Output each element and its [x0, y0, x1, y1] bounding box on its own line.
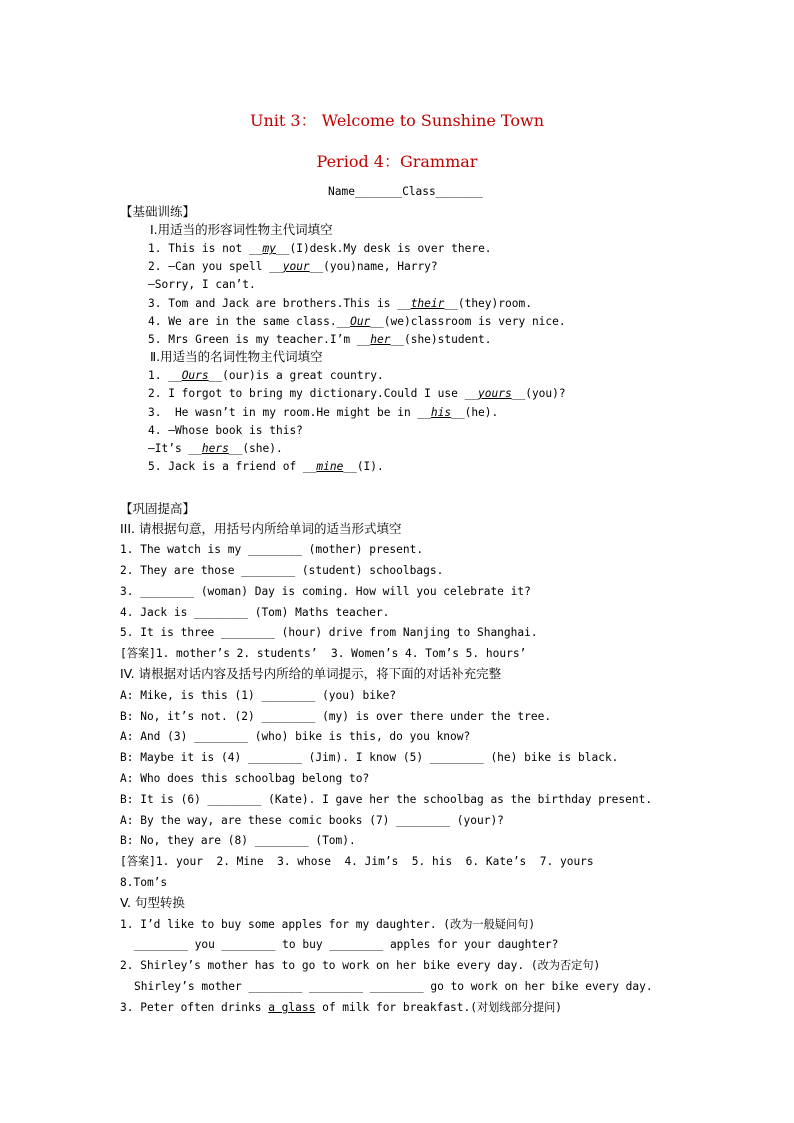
exercise-line: —Sorry, I can’t.: [148, 278, 256, 291]
exercise-line: 5. Jack is a friend of __mine__(I).: [148, 460, 384, 473]
exercise-line: Shirley’s mother ________ ________ ________ go to work on her bike every day.: [134, 980, 653, 993]
name-class-line: Name_______Class_______: [328, 185, 483, 198]
exercise-line: 3. Peter often drinks a glass of milk for breakfast.(对划线部分提问): [120, 1001, 563, 1014]
answer: hers: [201, 442, 229, 455]
part5-heading: V. 句型转换: [120, 895, 185, 910]
exercise-line: ________ you ________ to buy ________ apples for your daughter?: [134, 938, 559, 951]
exercise-line: 3. ________ (woman) Day is coming. How will you celebrate it?: [120, 585, 531, 598]
exercise-line: 4. —Whose book is this?: [148, 424, 303, 437]
exercise-line: 1. This is not __my__(I)desk.My desk is over there.: [148, 242, 492, 255]
answer: yours: [478, 387, 512, 400]
answer: Our: [350, 315, 371, 328]
answer: mine: [316, 460, 344, 473]
exercise-line: 4. We are in the same class.__Our__(we)classroom is very nice.: [148, 315, 566, 328]
dialogue-line: B: No, it’s not. (2) ________ (my) is over there under the tree.: [120, 710, 552, 723]
dialogue-line: B: It is (6) ________ (Kate). I gave her the schoolbag as the birthday present.: [120, 793, 653, 806]
answer: her: [370, 333, 391, 346]
exercise-line: 2. They are those ________ (student) schoolbags.: [120, 564, 444, 577]
answer: their: [410, 297, 445, 310]
page-title: Unit 3： Welcome to Sunshine Town: [249, 111, 544, 130]
exercise-line: 2. I forgot to bring my dictionary.Could I use __yours__(you)?: [148, 387, 566, 400]
part4-heading: IV. 请根据对话内容及括号内所给的单词提示，将下面的对话补充完整: [120, 666, 502, 681]
dialogue-line: A: Mike, is this (1) ________ (you) bike?: [120, 689, 397, 702]
section-heading-basic: 【基础训练】: [120, 204, 196, 219]
answer: your: [282, 260, 310, 273]
part3-heading: III. 请根据句意，用括号内所给单词的适当形式填空: [120, 521, 402, 536]
exercise-line: 1. I’d like to buy some apples for my daughter. (改为一般疑问句): [120, 918, 536, 931]
answer: my: [262, 242, 276, 255]
exercise-line: 1. The watch is my ________ (mother) present.: [120, 543, 424, 556]
exercise-line: —It’s __hers__(she).: [148, 442, 283, 455]
answer-key: [答案]1. mother’s 2. students’ 3. Women’s 4. Tom’s 5. hours’: [120, 647, 527, 660]
underlined-phrase: a glass: [268, 1001, 316, 1014]
exercise-line: 3. He wasn’t in my room.He might be in __his__(he).: [148, 406, 499, 419]
exercise-line: 1. __Ours__(our)is a great country.: [148, 369, 384, 382]
dialogue-line: B: No, they are (8) ________ (Tom).: [120, 834, 356, 847]
exercise-line: 2. —Can you spell __your__(you)name, Harry?: [148, 260, 438, 273]
exercise-line: 5. Mrs Green is my teacher.I’m __her__(she)student.: [148, 333, 492, 346]
part2-heading: Ⅱ.用适当的名词性物主代词填空: [150, 349, 323, 364]
page-subtitle: Period 4：Grammar: [316, 152, 478, 171]
exercise-line: 5. It is three ________ (hour) drive from Nanjing to Shanghai.: [120, 626, 538, 639]
dialogue-line: A: Who does this schoolbag belong to?: [120, 772, 370, 785]
dialogue-line: A: By the way, are these comic books (7) ________ (your)?: [120, 814, 504, 827]
answer-key: [答案]1. your 2. Mine 3. whose 4. Jim’s 5. his 6. Kate’s 7. yours: [120, 855, 594, 868]
section-heading-consolidate: 【巩固提高】: [120, 501, 196, 516]
dialogue-line: A: And (3) ________ (who) bike is this, do you know?: [120, 730, 471, 743]
dialogue-line: B: Maybe it is (4) ________ (Jim). I know (5) ________ (he) bike is black.: [120, 751, 619, 764]
answer-key: 8.Tom’s: [120, 876, 168, 889]
answer: his: [430, 406, 452, 419]
exercise-line: 2. Shirley’s mother has to go to work on her bike every day. (改为否定句): [120, 959, 601, 972]
exercise-line: 4. Jack is ________ (Tom) Maths teacher.: [120, 606, 390, 619]
part1-heading: Ⅰ.用适当的形容词性物主代词填空: [150, 222, 333, 237]
answer: Ours: [181, 369, 209, 382]
exercise-line: 3. Tom and Jack are brothers.This is __their__(they)room.: [148, 297, 532, 310]
